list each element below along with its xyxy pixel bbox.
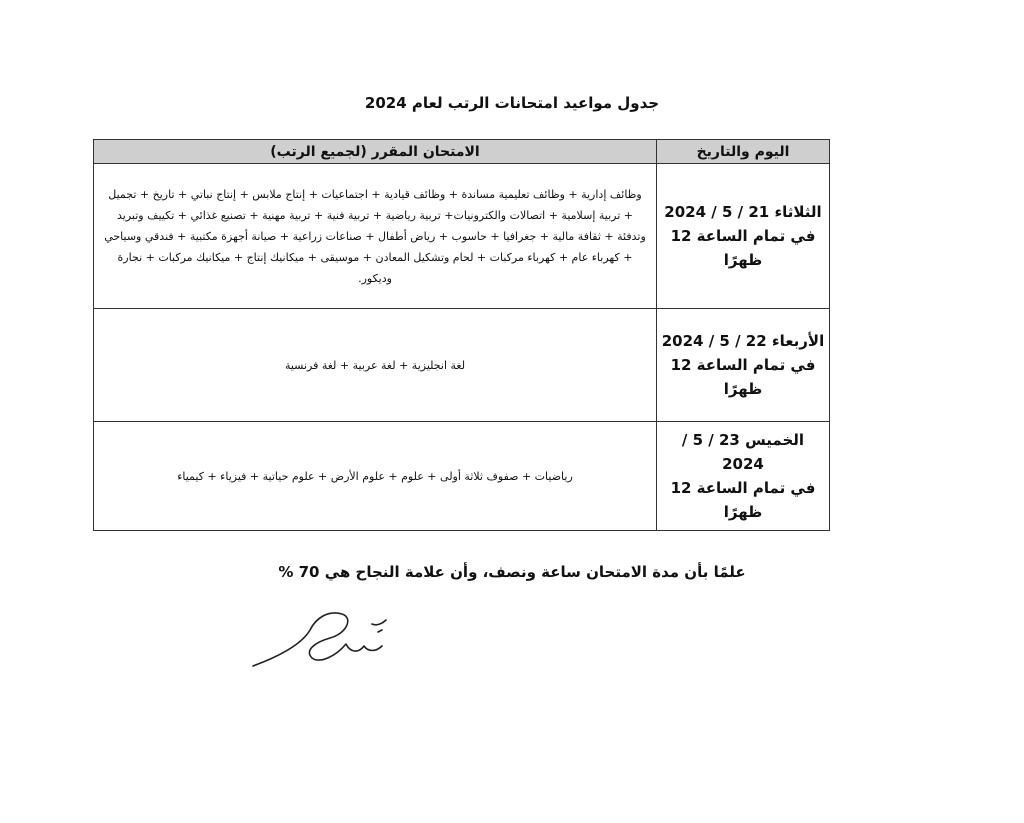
exam-day: الثلاثاء 21 / 5 / 2024 [664, 203, 822, 221]
document-title: جدول مواعيد امتحانات الرتب لعام 2024 [364, 94, 660, 112]
exam-schedule-table [93, 139, 830, 531]
exam-time: في تمام الساعة 12 ظهرًا [670, 227, 816, 269]
exam-time: في تمام الساعة 12 ظهرًا [670, 356, 816, 398]
table-row [94, 422, 830, 531]
header-subjects: الامتحان المقرر (لجميع الرتب) [94, 140, 657, 164]
table-row [94, 164, 830, 309]
subjects-cell: لغة انجليزية + لغة عربية + لغة فرنسية [94, 309, 657, 422]
exam-day: الخميس 23 / 5 / 2024 [681, 431, 805, 473]
header-day-date: اليوم والتاريخ [657, 140, 830, 164]
subjects-cell: وظائف إدارية + وظائف تعليمية مساندة + وظائف قيادية + اجتماعيات + إنتاج ملابس + إنتاج نباتي + تاريخ + تجميل + تربية إسلامية + اتصالات والكترونيات+ تربية رياضية + تربية فنية + تربية مهنية + تصنيع غذائي + تكييف وتبريد وتدفئة + ثقافة مالية + جغرافيا + حاسوب + رياض أطفال + صناعات زراعية + صيانة أجهزة مكتبية + فندقي وسياحي + كهرباء عام + كهرباء مركبات + لحام وتشكيل المعادن + موسيقى + ميكانيك إنتاج + ميكانيك مركبات + نجارة وديكور. [94, 164, 657, 309]
signature-icon [250, 600, 400, 675]
table-header-row [94, 140, 830, 164]
day-date-cell [657, 422, 830, 531]
exam-time: في تمام الساعة 12 ظهرًا [670, 479, 816, 521]
day-date-cell [657, 309, 830, 422]
exam-day: الأربعاء 22 / 5 / 2024 [661, 332, 825, 350]
subjects-cell: رياضيات + صفوف ثلاثة أولى + علوم + علوم الأرض + علوم حياتية + فيزياء + كيمياء [94, 422, 657, 531]
table-row [94, 309, 830, 422]
day-date-cell [657, 164, 830, 309]
exam-note: علمًا بأن مدة الامتحان ساعة ونصف، وأن علامة النجاح هي 70 % [278, 563, 746, 581]
